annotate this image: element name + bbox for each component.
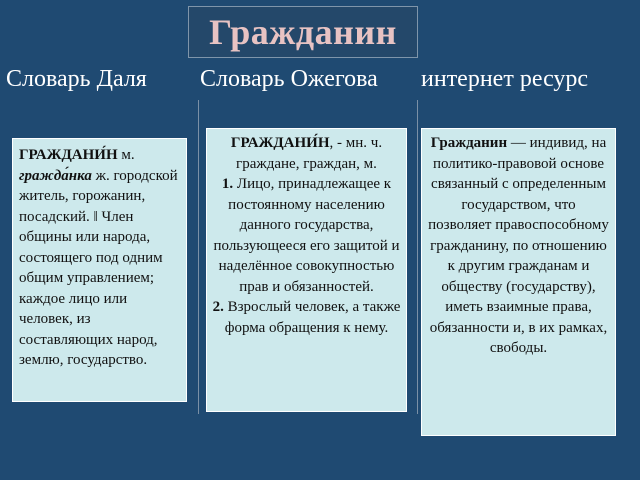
ozhegov-intro: , - мн. ч. граждане, граждан, м. [236, 135, 383, 172]
ozhegov-sense-2-number: 2. [212, 299, 224, 315]
dal-gender-fem: ж. [91, 167, 110, 184]
internet-headword: Гражданин [430, 135, 508, 151]
dal-feminine-variant: гражда́нка [19, 167, 92, 184]
dal-headword: ГРАЖДАНИ́Н [19, 147, 118, 163]
column-divider [417, 100, 418, 414]
ozhegov-headword: ГРАЖДАНИ́Н [230, 135, 330, 151]
ozhegov-definition-card [206, 128, 407, 412]
internet-definition-card [421, 128, 616, 436]
ozhegov-sense-2-text: Взрослый человек, а также форма обращения к нему. [223, 299, 401, 336]
column-header-internet: интернет ресурс [421, 66, 589, 92]
column-divider [198, 100, 199, 414]
dal-definition-text: городской житель, горожанин, посадский. ‖ Член общины или народа, состоящего под одним общим управлением; каждое лицо или человек, из составляющих народ, землю, государство. [19, 167, 178, 368]
title-box [188, 6, 418, 58]
page-title: Гражданин [209, 12, 397, 52]
ozhegov-sense-1-number: 1. [221, 176, 234, 192]
dal-definition-card [12, 138, 187, 402]
column-header-ozhegov: Словарь Ожегова [200, 66, 378, 92]
dal-gender-masc: м. [117, 147, 135, 163]
column-header-dal: Словарь Даля [6, 66, 147, 92]
ozhegov-sense-1-text: Лицо, принадлежащее к постоянному населению данного государства, пользующееся его защитой и наделённое совокупностью прав и обязанностей. [213, 176, 400, 295]
internet-definition-text: — индивид, на политико-правовой основе связанный с определенным государством, что позволяет правоспособному гражданину, по отношению к другим гражданам и обществу (государству), иметь взаимные права, обязанности и, в их рамках, свободы. [428, 135, 609, 356]
